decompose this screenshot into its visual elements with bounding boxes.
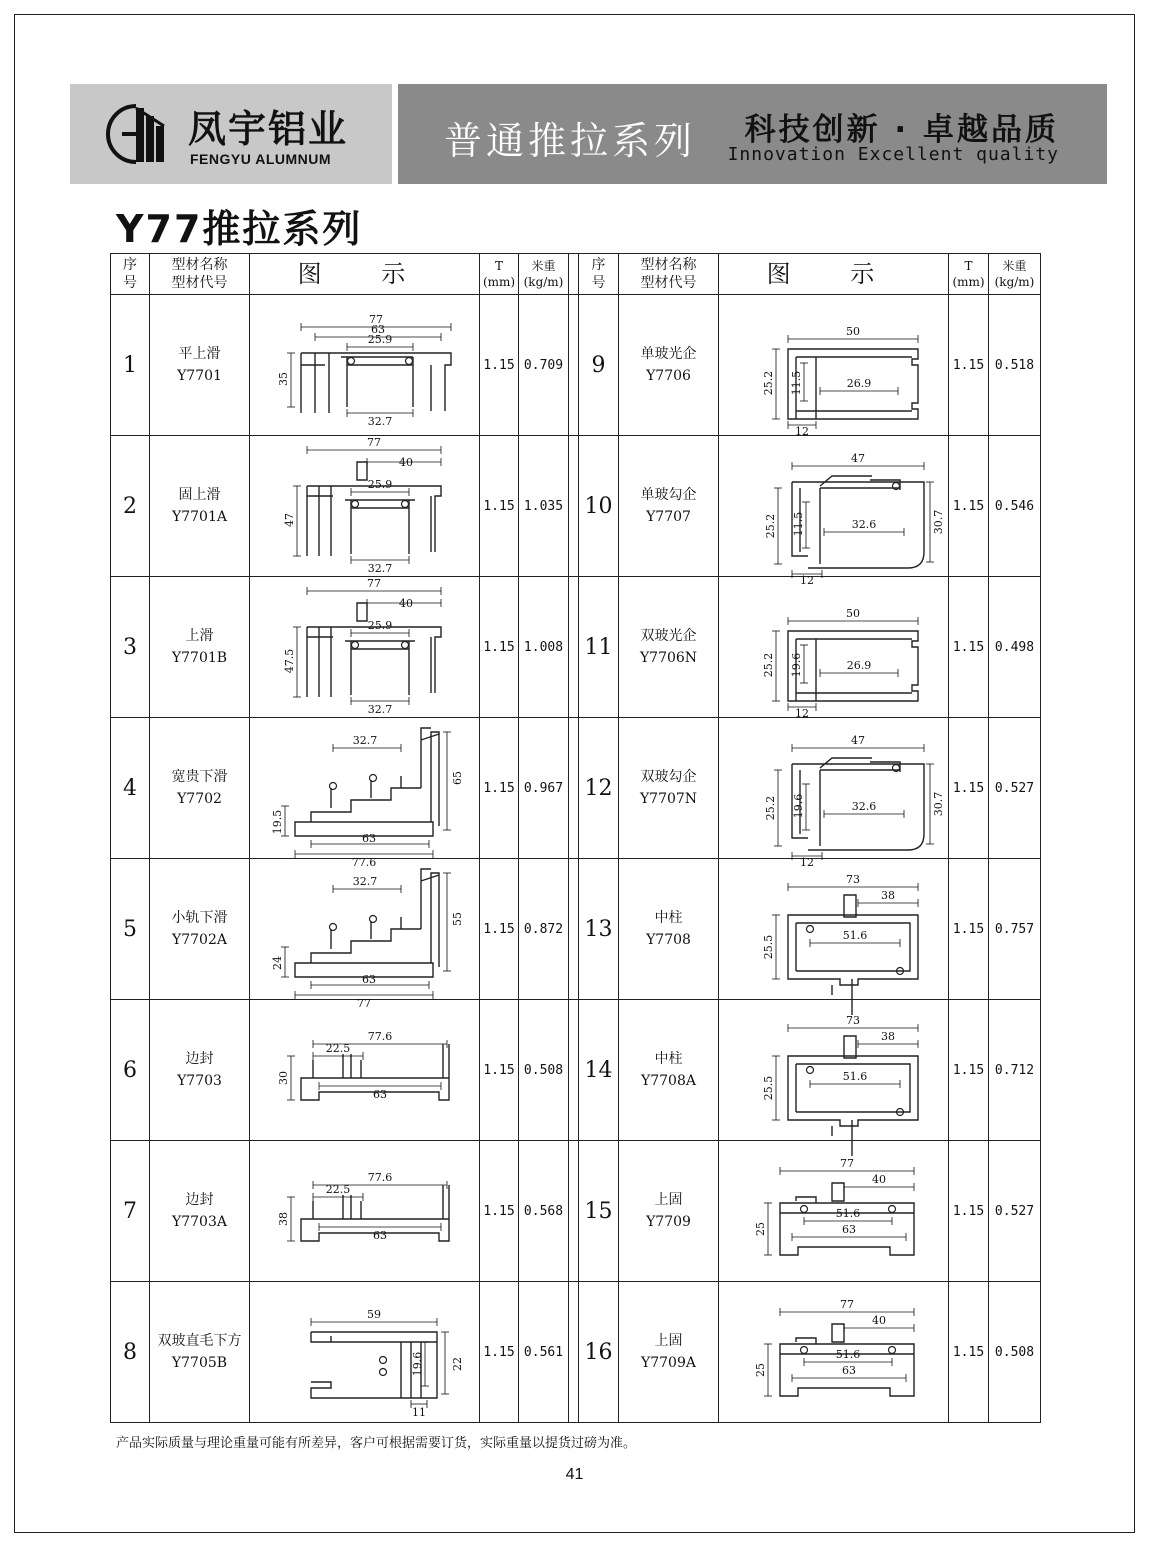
header-thickness: T (mm) [480, 254, 519, 295]
dimension-label: 25.5 [761, 1075, 775, 1101]
profile-drawing-cell [719, 1141, 949, 1282]
column-gap [569, 718, 579, 859]
dimension-label: 77.6 [367, 1030, 392, 1043]
slogan-cn: 科技创新 · 卓越品质 [744, 112, 1059, 148]
thickness-cell [949, 295, 989, 436]
profile-code: Y7705B [171, 1355, 228, 1371]
profile-outline [307, 462, 441, 556]
profile-name-cell [150, 1000, 250, 1141]
table-row [111, 859, 1041, 1000]
profile-name-cell [150, 718, 250, 859]
profile-name: 固上滑 [178, 487, 221, 503]
thickness-value: 1.15 [483, 780, 515, 796]
row-number [579, 1282, 619, 1423]
profile-name: 上固 [654, 1333, 683, 1349]
weight-cell [989, 859, 1041, 1000]
weight-cell [519, 436, 569, 577]
row-number [579, 436, 619, 577]
dimension-label: 63 [372, 1229, 387, 1242]
dimension-label: 11.5 [791, 511, 805, 537]
thickness-cell [949, 1000, 989, 1141]
weight-cell [519, 295, 569, 436]
thickness-cell [949, 718, 989, 859]
profile-outline [788, 895, 918, 1015]
weight-value: 0.527 [994, 1203, 1035, 1219]
row-number-text: 8 [123, 1339, 137, 1365]
profile-cross-section-drawing [720, 718, 948, 869]
dimension-label: 19.6 [789, 652, 803, 678]
thickness-value: 1.15 [483, 1062, 515, 1078]
page-heading: Y77推拉系列 [116, 207, 363, 251]
weight-value: 1.035 [523, 498, 564, 514]
dimension-label: 51.6 [842, 929, 867, 942]
weight-cell [989, 718, 1041, 859]
dimension-label: 77 [366, 436, 381, 449]
profile-cross-section-drawing [251, 1282, 479, 1422]
header-seq: 序 号 [579, 254, 619, 295]
dimension-label: 32.7 [367, 703, 392, 716]
dimension-label: 25.9 [367, 619, 392, 632]
weight-cell [989, 295, 1041, 436]
table-row [111, 1141, 1041, 1282]
weight-value: 0.709 [523, 357, 564, 373]
thickness-value: 1.15 [952, 1344, 985, 1360]
weight-value: 0.518 [994, 357, 1035, 373]
profile-name: 小轨下滑 [171, 910, 228, 926]
dimension-label: 77 [839, 1157, 854, 1170]
profile-cross-section-drawing [720, 577, 948, 720]
row-number [111, 718, 150, 859]
dimension-label: 12 [799, 856, 814, 869]
profile-name: 单玻勾企 [640, 487, 697, 503]
dimension-label: 12 [794, 425, 809, 438]
profile-code: Y7708 [646, 932, 691, 948]
dimension-label: 26.9 [846, 659, 871, 672]
thickness-value: 1.15 [952, 498, 985, 514]
header-name: 型材名称 型材代号 [619, 254, 719, 295]
weight-cell [519, 1282, 569, 1423]
row-number [579, 577, 619, 718]
thickness-value: 1.15 [952, 921, 985, 937]
table-row [111, 295, 1041, 436]
thickness-value: 1.15 [483, 1203, 515, 1219]
profile-name: 双玻光企 [640, 628, 697, 644]
dimension-label: 47 [850, 734, 865, 747]
dimension-label: 50 [845, 607, 860, 620]
dimension-label: 25.2 [761, 370, 775, 396]
profile-drawing-cell [719, 859, 949, 1000]
row-number-text: 11 [584, 634, 613, 660]
footnote: 产品实际质量与理论重量可能有所差异，客户可根据需要订货，实际重量以提货过磅为准。 [116, 1436, 637, 1451]
thickness-cell [480, 436, 519, 577]
thickness-value: 1.15 [952, 639, 985, 655]
profile-drawing-cell [250, 1282, 480, 1423]
row-number [111, 295, 150, 436]
profile-name-cell [619, 436, 719, 577]
profile-name: 单玻光企 [640, 346, 697, 362]
profile-drawing-cell [719, 718, 949, 869]
weight-cell [519, 718, 569, 859]
profile-code: Y7709 [646, 1214, 691, 1230]
thickness-cell [949, 577, 989, 718]
profile-cross-section-drawing [720, 436, 948, 587]
weight-cell [989, 1141, 1041, 1282]
profile-name: 边封 [185, 1051, 214, 1067]
dimension-label: 63 [841, 1223, 856, 1236]
profile-name-cell [150, 295, 250, 436]
dimension-label: 30 [276, 1071, 290, 1085]
dimension-label: 47 [282, 513, 296, 527]
row-number [579, 1000, 619, 1141]
dimension-label: 73 [845, 873, 860, 886]
thickness-value: 1.15 [952, 1203, 985, 1219]
profile-drawing-cell [719, 295, 949, 436]
profile-drawing-cell [250, 295, 480, 436]
column-gap [569, 577, 579, 718]
dimension-label: 32.7 [367, 415, 392, 428]
profile-drawing-cell [250, 436, 480, 577]
dimension-label: 40 [398, 597, 413, 610]
dimension-label: 32.7 [352, 734, 377, 747]
dimension-label: 77.6 [367, 1171, 392, 1184]
profile-code: Y7706N [639, 650, 698, 666]
profile-code: Y7701A [172, 509, 227, 525]
column-gap [569, 1141, 579, 1282]
row-number [579, 718, 619, 859]
dimension-label: 19.6 [791, 793, 805, 819]
profile-code: Y7708A [641, 1073, 696, 1089]
table-row [111, 718, 1041, 859]
dimension-label: 22 [450, 1357, 464, 1371]
weight-value: 0.967 [523, 780, 564, 796]
row-number-text: 10 [584, 493, 613, 519]
weight-cell [519, 1141, 569, 1282]
profile-name: 中柱 [654, 1051, 683, 1067]
profile-name: 双玻勾企 [640, 769, 697, 785]
profile-cross-section-drawing [251, 859, 479, 1010]
weight-cell [989, 1282, 1041, 1423]
column-gap [569, 1000, 579, 1141]
profile-code: Y7707 [646, 509, 691, 525]
weight-cell [519, 1000, 569, 1141]
thickness-cell [480, 1000, 519, 1141]
profile-name: 上滑 [185, 628, 214, 644]
weight-cell [989, 436, 1041, 577]
dimension-label: 30.7 [931, 791, 945, 817]
profile-drawing-cell [250, 1141, 480, 1282]
profile-code: Y7703 [177, 1073, 222, 1089]
dimension-label: 38 [276, 1212, 290, 1226]
profile-spec-table [110, 253, 1041, 1423]
profile-cross-section-drawing [720, 1282, 948, 1422]
table-header-row [111, 254, 1041, 295]
thickness-value: 1.15 [952, 1062, 985, 1078]
profile-cross-section-drawing [251, 436, 479, 576]
brand-name-cn: 凤宇铝业 [188, 107, 349, 151]
profile-name-cell [150, 436, 250, 577]
row-number [111, 1282, 150, 1423]
dimension-label: 51.6 [835, 1348, 860, 1361]
dimension-label: 63 [361, 832, 376, 845]
slogan-en: Innovation Excellent quality [727, 144, 1059, 165]
row-number-text: 1 [123, 352, 137, 378]
thickness-cell [949, 1282, 989, 1423]
dimension-label: 32.6 [851, 518, 876, 531]
profile-name-cell [150, 1282, 250, 1423]
dimension-label: 40 [398, 456, 413, 469]
dimension-label: 25.2 [761, 652, 775, 678]
building-logo-icon [100, 98, 172, 170]
dimension-label: 25.9 [367, 333, 392, 346]
profile-cross-section-drawing [720, 295, 948, 438]
dimension-label: 25.9 [367, 478, 392, 491]
row-number-text: 2 [123, 493, 137, 519]
row-number-text: 12 [584, 775, 613, 801]
dimension-label: 77 [839, 1298, 854, 1311]
profile-name-cell [619, 859, 719, 1000]
profile-drawing-cell [250, 718, 480, 869]
thickness-value: 1.15 [483, 357, 515, 373]
thickness-cell [480, 295, 519, 436]
table-row [111, 436, 1041, 577]
weight-value: 0.508 [994, 1344, 1035, 1360]
weight-value: 1.008 [523, 639, 564, 655]
dimension-label: 12 [799, 574, 814, 587]
dimension-label: 22.5 [325, 1042, 350, 1055]
row-number [111, 1141, 150, 1282]
dimension-label: 63 [361, 973, 376, 986]
row-number-text: 6 [123, 1057, 137, 1083]
series-title: 普通推拉系列 [444, 119, 697, 163]
dimension-label: 32.6 [851, 800, 876, 813]
weight-value: 0.561 [523, 1344, 564, 1360]
dimension-label: 40 [871, 1314, 886, 1327]
dimension-label: 25.5 [761, 934, 775, 960]
profile-drawing-cell [719, 1000, 949, 1141]
table-row [111, 1282, 1041, 1423]
row-number [111, 1000, 150, 1141]
dimension-label: 63 [372, 1088, 387, 1101]
profile-code: Y7701 [177, 368, 222, 384]
profile-name-cell [619, 1282, 719, 1423]
dimension-label: 12 [794, 707, 809, 720]
dimension-label: 47 [850, 452, 865, 465]
profile-name-cell [619, 577, 719, 718]
dimension-label: 24 [270, 956, 284, 970]
thickness-cell [949, 1141, 989, 1282]
dimension-label: 25 [753, 1363, 767, 1377]
dimension-label: 32.7 [352, 875, 377, 888]
header-thickness: T (mm) [949, 254, 989, 295]
profile-cross-section-drawing [720, 1141, 948, 1281]
weight-cell [519, 859, 569, 1000]
thickness-cell [949, 859, 989, 1000]
profile-name-cell [619, 1141, 719, 1282]
row-number-text: 13 [584, 916, 613, 942]
header-figure: 图 示 [719, 254, 949, 295]
weight-value: 0.498 [994, 639, 1035, 655]
profile-cross-section-drawing [251, 577, 479, 717]
brand-logo-block [70, 84, 392, 184]
dimension-label: 55 [450, 912, 464, 926]
thickness-value: 1.15 [483, 498, 515, 514]
row-number [579, 859, 619, 1000]
series-banner [398, 84, 1107, 184]
thickness-cell [480, 859, 519, 1000]
row-number [111, 859, 150, 1000]
row-number-text: 14 [584, 1057, 613, 1083]
profile-outline [307, 603, 441, 697]
dimension-label: 63 [841, 1364, 856, 1377]
weight-value: 0.508 [523, 1062, 564, 1078]
profile-code: Y7702 [177, 791, 222, 807]
profile-name: 上固 [654, 1192, 683, 1208]
profile-name: 边封 [185, 1192, 214, 1208]
header-figure: 图 示 [250, 254, 480, 295]
profile-name-cell [619, 295, 719, 436]
profile-code: Y7707N [639, 791, 698, 807]
profile-code: Y7703A [172, 1214, 227, 1230]
thickness-value: 1.15 [483, 1344, 515, 1360]
dimension-label: 32.7 [367, 562, 392, 575]
thickness-cell [480, 718, 519, 859]
dimension-label: 77 [356, 997, 371, 1010]
header-name: 型材名称 型材代号 [150, 254, 250, 295]
profile-drawing-cell [250, 577, 480, 718]
dimension-label: 40 [871, 1173, 886, 1186]
column-gap [569, 295, 579, 436]
row-number [579, 295, 619, 436]
dimension-label: 11 [411, 1406, 426, 1419]
profile-drawing-cell [250, 859, 480, 1010]
profile-cross-section-drawing [251, 295, 479, 435]
weight-value: 0.757 [994, 921, 1035, 937]
dimension-label: 19.6 [410, 1351, 424, 1377]
profile-name-cell [150, 1141, 250, 1282]
dimension-label: 51.6 [835, 1207, 860, 1220]
brand-name-en: FENGYU ALUMNUM [190, 151, 332, 167]
dimension-label: 19.5 [270, 809, 284, 835]
profile-code: Y7706 [646, 368, 691, 384]
dimension-label: 35 [276, 372, 290, 386]
thickness-value: 1.15 [483, 921, 515, 937]
table-row [111, 1000, 1041, 1141]
weight-value: 0.872 [523, 921, 564, 937]
row-number-text: 3 [123, 634, 137, 660]
profile-drawing-cell [719, 436, 949, 587]
profile-name-cell [619, 718, 719, 859]
dimension-label: 47.5 [282, 648, 296, 674]
profile-name: 宽贵下滑 [171, 769, 228, 785]
dimension-label: 38 [880, 889, 895, 902]
profile-cross-section-drawing [251, 1000, 479, 1140]
column-gap [569, 859, 579, 1000]
dimension-label: 38 [880, 1030, 895, 1043]
weight-value: 0.546 [994, 498, 1035, 514]
profile-name-cell [150, 859, 250, 1000]
profile-drawing-cell [250, 1000, 480, 1141]
thickness-cell [480, 1282, 519, 1423]
dimension-label: 59 [366, 1308, 381, 1321]
dimension-label: 25.2 [763, 513, 777, 539]
thickness-cell [949, 436, 989, 577]
dimension-label: 30.7 [931, 509, 945, 535]
dimension-label: 26.9 [846, 377, 871, 390]
thickness-value: 1.15 [952, 357, 985, 373]
profile-name: 平上滑 [178, 346, 221, 362]
profile-name: 双玻直毛下方 [157, 1333, 242, 1349]
dimension-label: 11.5 [789, 370, 803, 396]
profile-cross-section-drawing [720, 1000, 948, 1140]
dimension-label: 25 [753, 1222, 767, 1236]
profile-cross-section-drawing [720, 859, 948, 999]
profile-drawing-cell [719, 577, 949, 718]
dimension-label: 50 [845, 325, 860, 338]
dimension-label: 51.6 [842, 1070, 867, 1083]
header-weight: 米重 (kg/m) [519, 254, 569, 295]
column-gap [569, 436, 579, 577]
dimension-label: 73 [845, 1014, 860, 1027]
header-seq: 序 号 [111, 254, 150, 295]
table-row [111, 577, 1041, 718]
row-number-text: 16 [584, 1339, 613, 1365]
weight-value: 0.568 [523, 1203, 564, 1219]
profile-outline [301, 353, 451, 413]
weight-cell [989, 1000, 1041, 1141]
row-number [579, 1141, 619, 1282]
weight-cell [989, 577, 1041, 718]
row-number [111, 436, 150, 577]
row-number [111, 577, 150, 718]
dimension-label: 77 [366, 577, 381, 590]
thickness-cell [480, 577, 519, 718]
weight-value: 0.712 [994, 1062, 1035, 1078]
profile-name: 中柱 [654, 910, 683, 926]
profile-outline [788, 1036, 918, 1156]
profile-name-cell [150, 577, 250, 718]
page-number: 41 [565, 1466, 584, 1483]
column-gap [569, 1282, 579, 1423]
dimension-label: 77 [368, 313, 383, 326]
dimension-label: 25.2 [763, 795, 777, 821]
dimension-label: 77.6 [351, 856, 376, 869]
thickness-value: 1.15 [952, 780, 985, 796]
thickness-cell [480, 1141, 519, 1282]
profile-cross-section-drawing [251, 718, 479, 869]
weight-value: 0.527 [994, 780, 1035, 796]
row-number-text: 7 [123, 1198, 137, 1224]
profile-name-cell [619, 1000, 719, 1141]
thickness-value: 1.15 [483, 639, 515, 655]
row-number-text: 15 [584, 1198, 613, 1224]
header-weight: 米重 (kg/m) [989, 254, 1041, 295]
weight-cell [519, 577, 569, 718]
profile-code: Y7709A [641, 1355, 696, 1371]
profile-code: Y7701B [171, 650, 228, 666]
dimension-label: 22.5 [325, 1183, 350, 1196]
profile-cross-section-drawing [251, 1141, 479, 1281]
row-number-text: 4 [123, 775, 137, 801]
row-number-text: 9 [591, 352, 606, 378]
column-gap [569, 254, 579, 295]
dimension-label: 65 [450, 771, 464, 785]
dimension-label: 63 [370, 323, 385, 336]
row-number-text: 5 [123, 916, 137, 942]
profile-drawing-cell [719, 1282, 949, 1423]
profile-code: Y7702A [172, 932, 227, 948]
